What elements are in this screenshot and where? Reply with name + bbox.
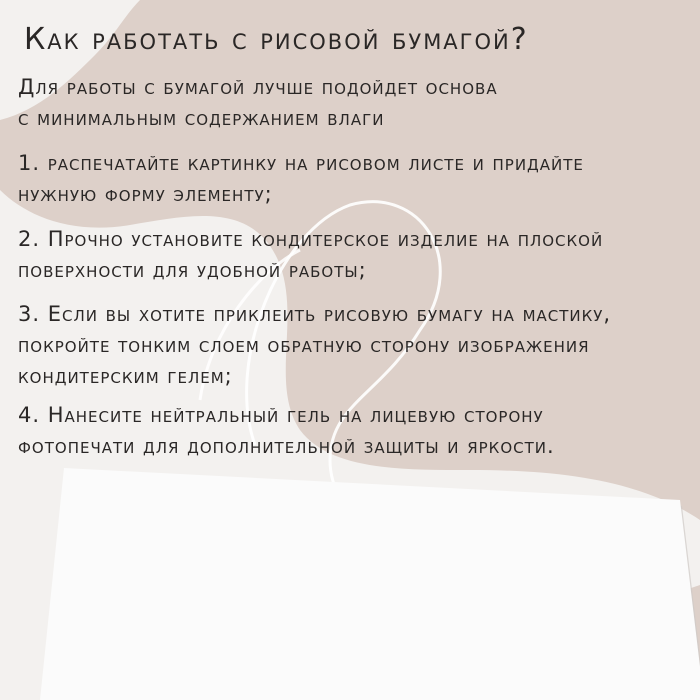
step-2 <box>18 224 678 286</box>
step-line: 1. распечатайте картинку на рисовом листе и придайте <box>18 151 584 175</box>
step-line: 2. Прочно установите кондитерское изделие на плоской <box>18 227 604 251</box>
step-line: фотопечати для дополнительной защиты и яркости. <box>18 434 555 458</box>
intro-line: с минимальным содержанием влаги <box>18 106 385 130</box>
step-line: 4. Нанесите нейтральный гель на лицевую сторону <box>18 403 544 427</box>
step-line: нужную форму элементу; <box>18 182 273 206</box>
step-line: покройте тонким слоем обратную сторону изображения <box>18 333 590 357</box>
step-line: 3. Если вы хотите приклеить рисовую бумагу на мастику, <box>18 302 612 326</box>
rice-paper-sheet <box>40 468 700 700</box>
step-1 <box>18 148 678 210</box>
step-4 <box>18 400 678 462</box>
intro-paragraph <box>18 72 678 134</box>
page-title: Как работать с рисовой бумагой? <box>24 22 529 57</box>
step-line: кондитерским гелем; <box>18 364 233 388</box>
step-line: поверхности для удобной работы; <box>18 258 367 282</box>
step-3 <box>18 299 678 392</box>
intro-line: Для работы с бумагой лучше подойдет основа <box>18 75 498 99</box>
